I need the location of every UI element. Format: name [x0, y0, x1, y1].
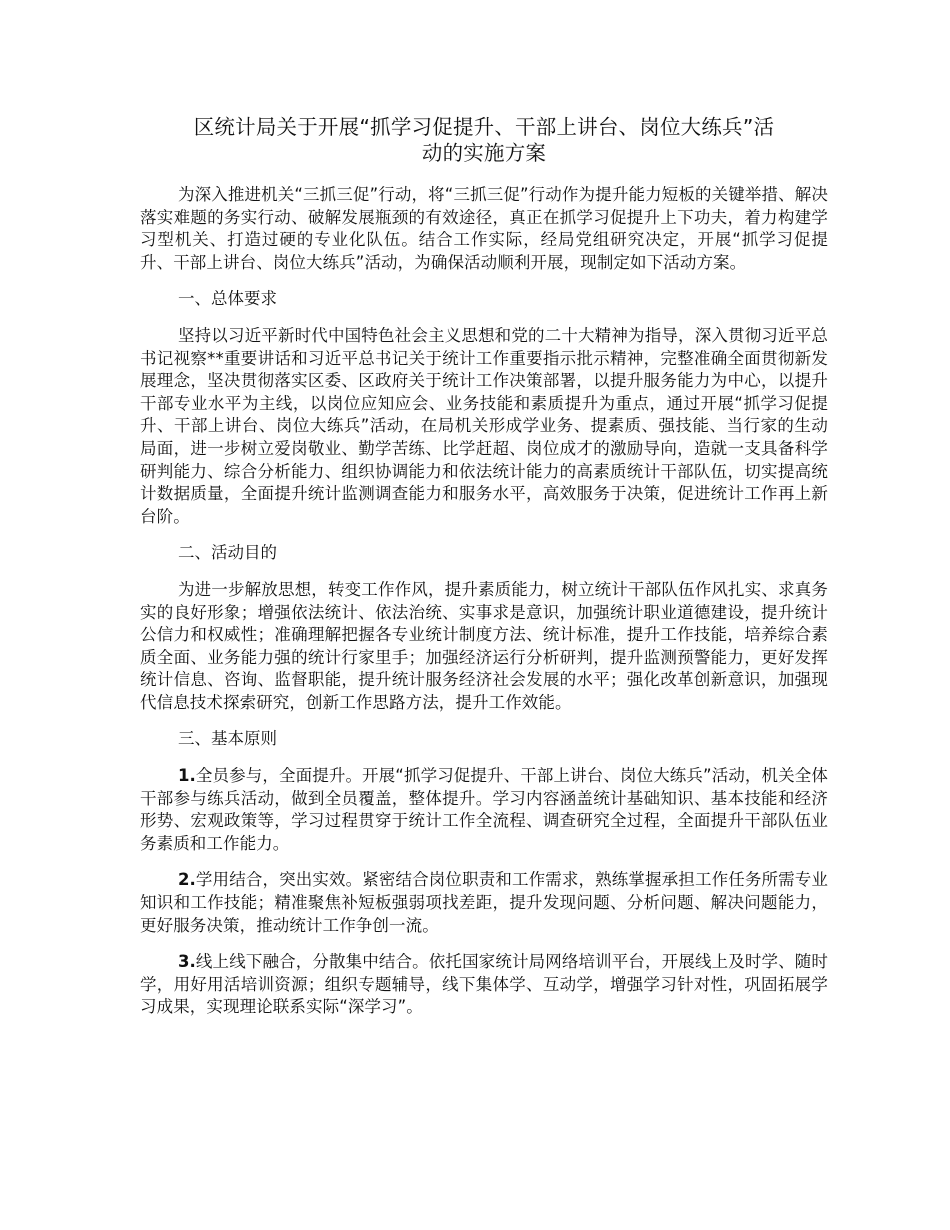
document-title [140, 114, 828, 166]
section-2-body: 为进一步解放思想，转变工作作风，提升素质能力，树立统计干部队伍作风扎实、求真务实的良好形象；增强依法统计、依法治统、实事求是意识，加强统计职业道德建设，提升统计公信力和权威性；准确理解把握各专业统计制度方法、统计标准，提升工作技能，培养综合素质全面、业务能力强的统计行家里手；加强经济运行分析研判，提升监测预警能力，更好发挥统计信息、咨询、监督职能，提升统计服务经济社会发展的水平；强化改革创新意识，加强现代信息技术探索研究，创新工作思路方法，提升工作效能。 [140, 579, 828, 712]
section-1-body: 坚持以习近平新时代中国特色社会主义思想和党的二十大精神为指导，深入贯彻习近平总书记视察**重要讲话和习近平总书记关于统计工作重要指示批示精神，完整准确全面贯彻新发展理念，坚决贯彻落实区委、区政府关于统计工作决策部署，以提升服务能力为中心，以提升干部专业水平为主线，以岗位应知应会、业务技能和素质提升为重点，通过开展“抓学习促提升、干部上讲台、岗位大练兵”活动，在局机关形成学业务、提素质、强技能、当行家的生动局面，进一步树立爱岗敬业、勤学苦练、比学赶超、岗位成才的激励导向，造就一支具备科学研判能力、综合分析能力、组织协调能力和依法统计能力的高素质统计干部队伍，切实提高统计数据质量，全面提升统计监测调查能力和服务水平，高效服务于决策，促进统计工作再上新台阶。 [140, 325, 828, 526]
section-2-heading: 二、活动目的 [177, 543, 277, 563]
principle-3 [140, 951, 828, 1019]
principle-1-number: 1. [177, 766, 196, 786]
document-page [140, 114, 828, 1019]
principle-3-text: 线上线下融合，分散集中结合。依托国家统计局网络培训平台，开展线上及时学、随时学，用好用活培训资源；组织专题辅导，线下集体学、互动学，增强学习针对性，巩固拓展学习成果，实现理论联系实际“深学习”。 [140, 952, 828, 1017]
document-title-line-1: 区统计局关于开展“抓学习促提升、干部上讲台、岗位大练兵”活 [193, 115, 775, 139]
principle-1-text: 全员参与，全面提升。开展“抓学习促提升、干部上讲台、岗位大练兵”活动，机关全体干部参与练兵活动，做到全员覆盖，整体提升。学习内容涵盖统计基础知识、基本技能和经济形势、宏观政策等，学习过程贯穿于统计工作全流程、调查研究全过程，全面提升干部队伍业务素质和工作能力。 [140, 766, 828, 853]
section-3-heading: 三、基本原则 [177, 729, 277, 749]
principle-1 [140, 765, 828, 855]
principle-3-number: 3. [177, 952, 196, 972]
principle-2 [140, 869, 828, 937]
intro-paragraph: 为深入推进机关“三抓三促”行动，将“三抓三促”行动作为提升能力短板的关键举措、解决落实难题的务实行动、破解发展瓶颈的有效途径，真正在抓学习促提升上下功夫，着力构建学习型机关、打造过硬的专业化队伍。结合工作实际，经局党组研究决定，开展“抓学习促提升、干部上讲台、岗位大练兵”活动，为确保活动顺利开展，现制定如下活动方案。 [140, 185, 828, 272]
document-title-line-2: 动的实施方案 [421, 141, 547, 165]
principle-2-number: 2. [177, 870, 196, 890]
principle-2-text: 学用结合，突出实效。紧密结合岗位职责和工作需求，熟练掌握承担工作任务所需专业知识和工作技能；精准聚焦补短板强弱项找差距，提升发现问题、分析问题、解决问题能力，更好服务决策，推动统计工作争创一流。 [140, 870, 828, 935]
section-1-heading: 一、总体要求 [177, 289, 277, 309]
